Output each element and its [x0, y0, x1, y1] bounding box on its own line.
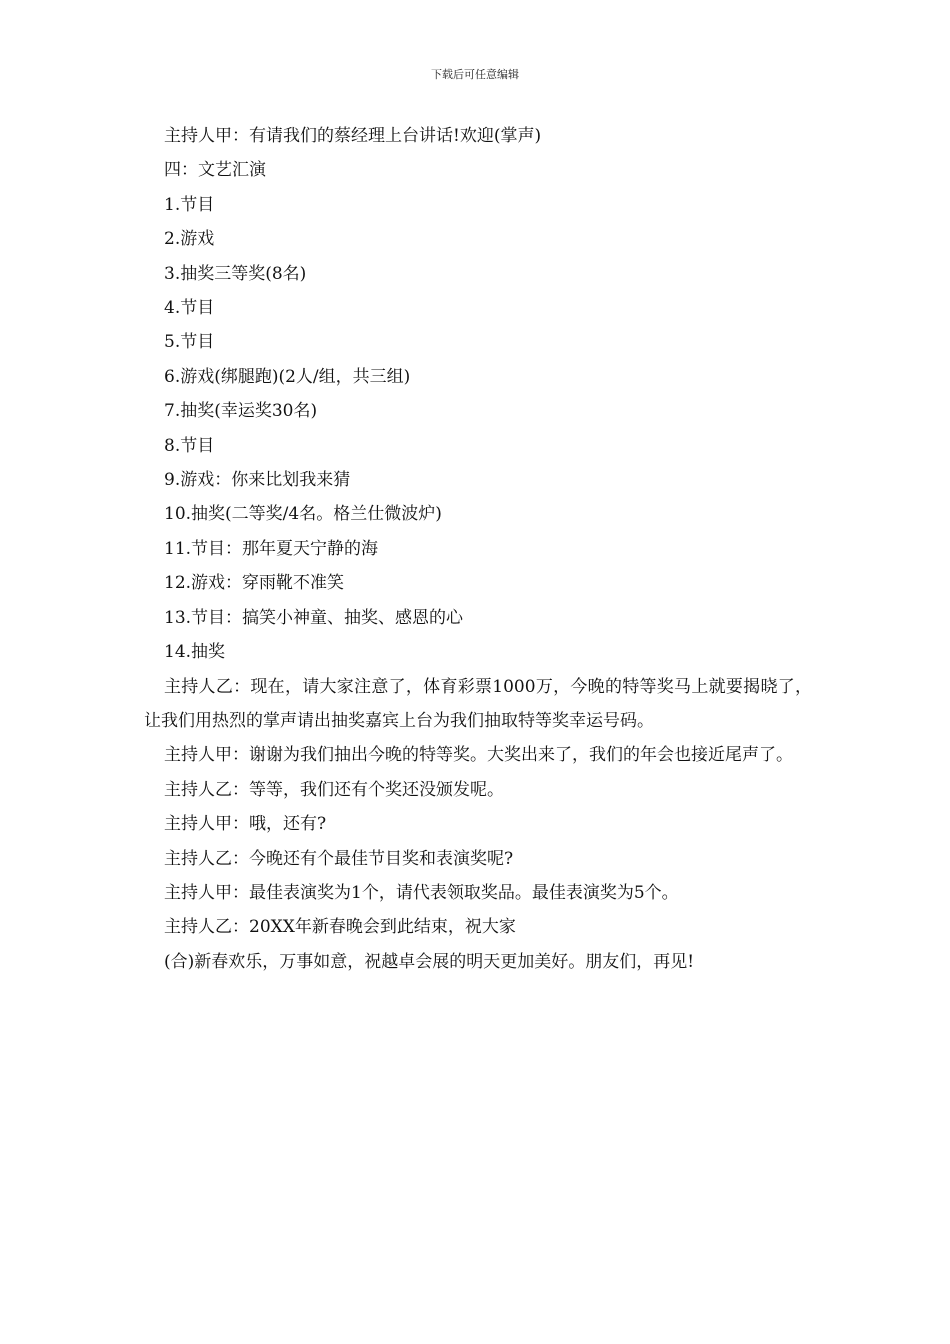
list-item: 14.抽奖 — [164, 642, 226, 663]
list-item: 13.节目：搞笑小神童、抽奖、感恩的心 — [164, 607, 464, 628]
paragraph: 主持人甲：哦，还有? — [164, 814, 327, 835]
paragraph: 主持人乙：等等，我们还有个奖还没颁发呢。 — [164, 779, 504, 800]
list-item: 12.游戏：穿雨靴不准笑 — [164, 573, 345, 594]
page-header-note: 下载后可任意编辑 — [431, 68, 519, 81]
paragraph: 主持人乙：20XX年新春晚会到此结束，祝大家 — [164, 917, 516, 938]
list-item: 11.节目：那年夏天宁静的海 — [164, 538, 379, 559]
list-item: 4.节目 — [164, 298, 215, 319]
paragraph: 主持人甲：有请我们的蔡经理上台讲话!欢迎(掌声) — [164, 126, 542, 146]
list-item: 1.节目 — [164, 194, 215, 215]
list-item: 6.游戏(绑腿跑)(2人/组，共三组) — [164, 366, 411, 387]
paragraph: (合)新春欢乐，万事如意，祝越卓会展的明天更加美好。朋友们，再见! — [164, 951, 695, 972]
list-item: 9.游戏：你来比划我来猜 — [164, 470, 351, 491]
list-item: 3.抽奖三等奖(8名) — [164, 263, 307, 284]
paragraph: 主持人甲：最佳表演奖为1个，请代表领取奖品。最佳表演奖为5个。 — [164, 882, 679, 903]
list-item: 10.抽奖(二等奖/4名。格兰仕微波炉) — [164, 504, 442, 525]
paragraph: 主持人乙：现在，请大家注意了，体育彩票1000万，今晚的特等奖马上就要揭晓了，让我们用热烈的掌声请出抽奖嘉宾上台为我们抽取特等奖幸运号码。 — [144, 676, 812, 731]
paragraph: 主持人甲：谢谢为我们抽出今晚的特等奖。大奖出来了，我们的年会也接近尾声了。 — [164, 745, 793, 766]
document-body — [144, 119, 812, 979]
section-heading: 四：文艺汇演 — [164, 160, 266, 181]
list-item: 8.节目 — [164, 435, 215, 456]
list-item: 2.游戏 — [164, 229, 215, 250]
list-item: 5.节目 — [164, 332, 215, 353]
list-item: 7.抽奖(幸运奖30名) — [164, 401, 318, 422]
paragraph: 主持人乙：今晚还有个最佳节目奖和表演奖呢? — [164, 848, 514, 869]
